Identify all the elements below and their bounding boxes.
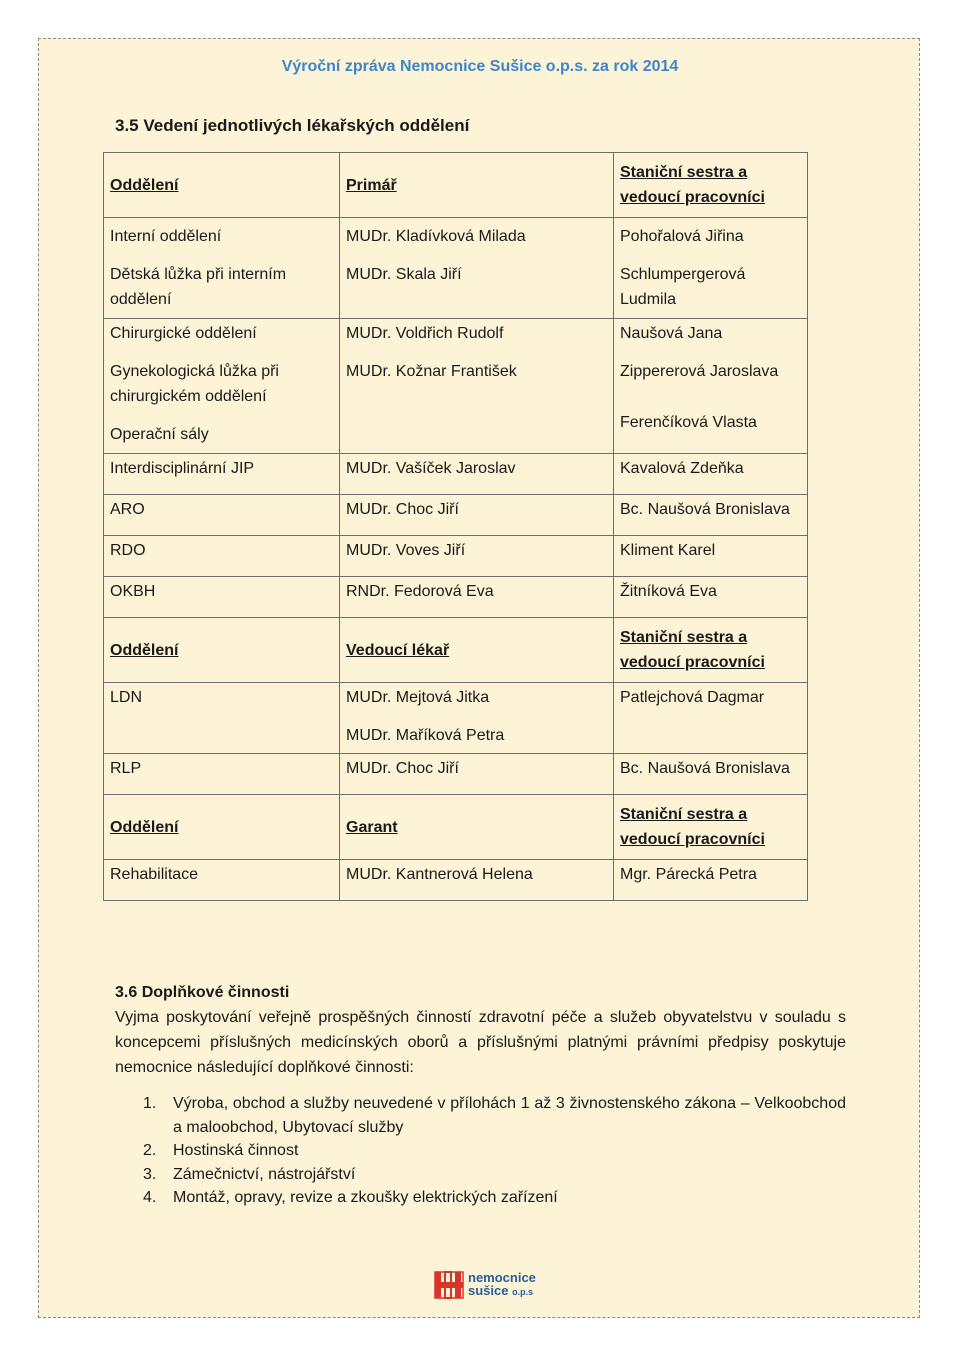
dept-cell: RDO [104,536,340,577]
table-header-row [104,618,808,683]
doctor-cell: MUDr. Choc Jiří [340,754,614,795]
col-header-nurse: Staniční sestra a vedoucí pracovníci [614,618,808,683]
department-heads-table [103,152,808,901]
list-item: 3. Zámečnictví, nástrojářství [143,1165,356,1183]
table-row [104,454,808,495]
nurse-cell: Naušová Jana Zippererová Jaroslava Ferenčíková Vlasta [614,319,808,454]
nurse-cell: Pohořalová Jiřina Schlumpergerová Ludmila [614,218,808,319]
table-row [104,860,808,901]
logo-wordmark: nemocnice sušice o.p.s [468,1270,536,1298]
doctor-cell: MUDr. Kladívková Milada MUDr. Skala Jiří [340,218,614,319]
col-header-department: Oddělení [104,153,340,218]
dept-cell: OKBH [104,577,340,618]
doctor-cell: MUDr. Voldřich Rudolf MUDr. Kožnar František [340,319,614,454]
table-header-row [104,795,808,860]
col-header-nurse: Staniční sestra a vedoucí pracovníci [614,153,808,218]
dept-cell: LDN [104,683,340,754]
doctor-cell: RNDr. Fedorová Eva [340,577,614,618]
report-header-title: Výroční zpráva Nemocnice Sušice o.p.s. za rok 2014 [281,58,679,75]
nurse-cell: Patlejchová Dagmar [614,683,808,754]
table-row [104,683,808,754]
table-header-row [104,153,808,218]
dept-cell: ARO [104,495,340,536]
col-header-lead-physician: Vedoucí lékař [340,618,614,683]
nurse-cell: Kliment Karel [614,536,808,577]
nurse-cell: Kavalová Zdeňka [614,454,808,495]
table-row [104,577,808,618]
list-item: 2. Hostinská činnost [143,1142,299,1159]
list-item: 1. Výroba, obchod a služby neuvedené v přílohách 1 až 3 živnostenského zákona – Velkoobchod a maloobchod, Ubytovací služby [143,1095,846,1136]
col-header-guarantor: Garant [340,795,614,860]
col-header-department: Oddělení [104,618,340,683]
section-title-heads: 3.5 Vedení jednotlivých lékařských oddělení [115,116,470,135]
dept-cell: Rehabilitace [104,860,340,901]
table-row [104,495,808,536]
section-title-services: 3.6 Doplňkové činnosti [115,984,290,1001]
dept-cell: Chirurgické oddělení Gynekologická lůžka při chirurgickém oddělení Operační sály [104,319,340,454]
doctor-cell: MUDr. Voves Jiří [340,536,614,577]
hospital-logo [434,1270,536,1300]
table-row [104,319,808,454]
doctor-cell: MUDr. Kantnerová Helena [340,860,614,901]
dept-cell: Interdisciplinární JIP [104,454,340,495]
table-row [104,536,808,577]
services-list [143,1092,846,1210]
col-header-head-physician: Primář [340,153,614,218]
doctor-cell: MUDr. Vašíček Jaroslav [340,454,614,495]
supplementary-activities-section [115,980,846,1080]
dept-cell: RLP [104,754,340,795]
nurse-cell: Bc. Naušová Bronislava [614,754,808,795]
col-header-department: Oddělení [104,795,340,860]
col-header-nurse: Staniční sestra a vedoucí pracovníci [614,795,808,860]
doctor-cell: MUDr. Mejtová Jitka MUDr. Maříková Petra [340,683,614,754]
nurse-cell: Žitníková Eva [614,577,808,618]
doctor-cell: MUDr. Choc Jiří [340,495,614,536]
hospital-cross-icon [434,1270,464,1300]
list-item: 4. Montáž, opravy, revize a zkoušky elektrických zařízení [143,1189,558,1206]
section-paragraph: Vyjma poskytování veřejně prospěšných činností zdravotní péče a služeb obyvatelstvu v souladu s koncepcemi příslušných medicínských oborů a příslušnými platnými právními předpisy poskytuje nemocnice následující doplňkové činnosti: [115,1009,846,1076]
nurse-cell: Bc. Naušová Bronislava [614,495,808,536]
table-row [104,218,808,319]
dept-cell: Interní oddělení Dětská lůžka při interním oddělení [104,218,340,319]
nurse-cell: Mgr. Párecká Petra [614,860,808,901]
table-row [104,754,808,795]
